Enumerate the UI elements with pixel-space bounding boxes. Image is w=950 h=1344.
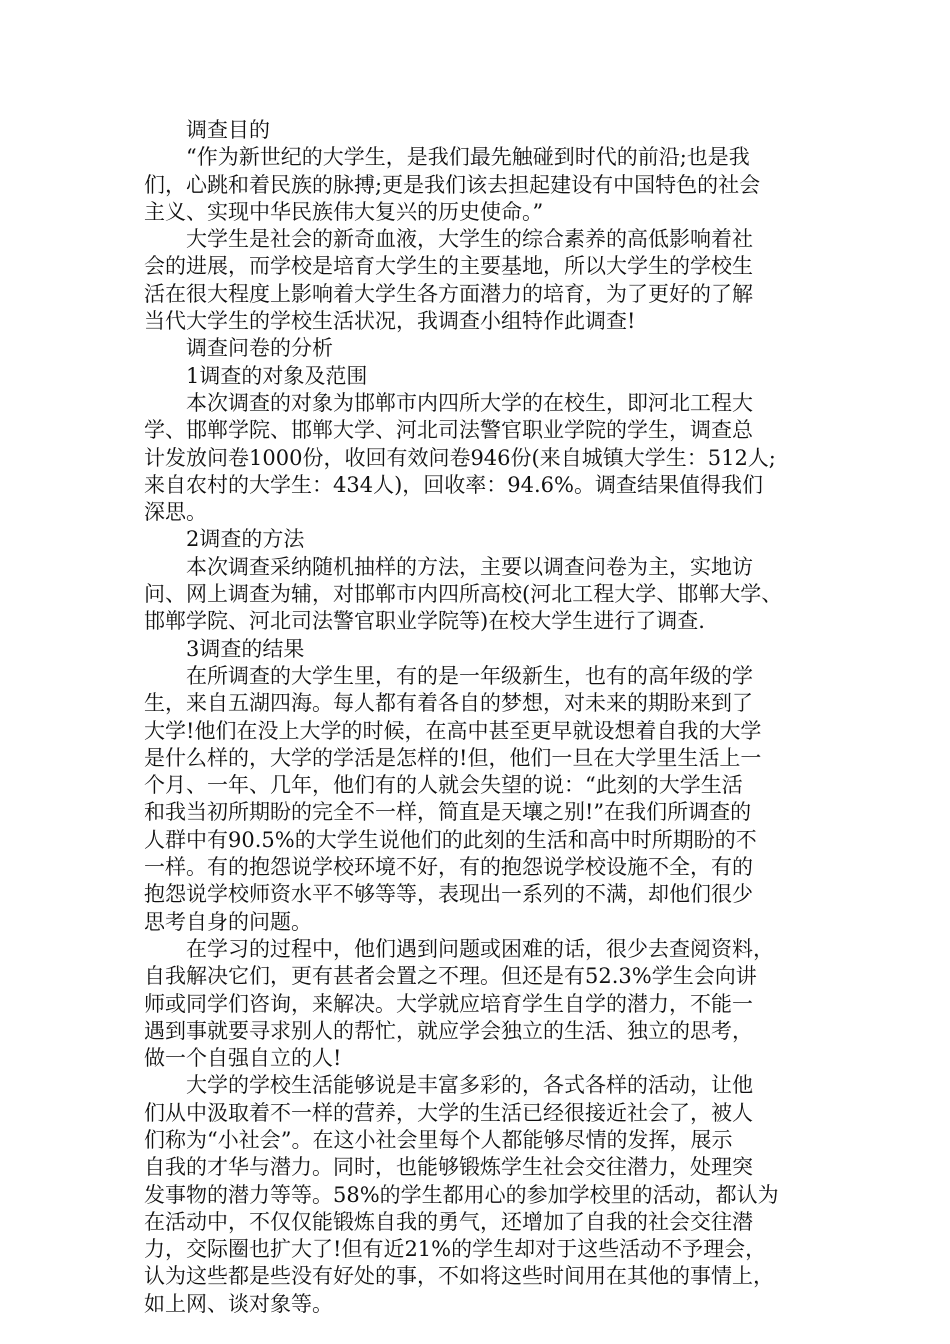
text-line: 自我的才华与潜力。同时，也能够锻炼学生社会交往潜力，处理突 (144, 1155, 753, 1180)
body-paragraph (144, 936, 826, 1072)
text-line: 师或同学们咨询，来解决。大学就应培育学生自学的潜力，不能一 (144, 991, 753, 1016)
text-line: 生，来自五湖四海。每人都有着各自的梦想，对未来的期盼来到了 (144, 691, 753, 716)
text-line: 抱怨说学校师资水平不够等等，表现出一系列的不满，却他们很少 (144, 882, 753, 907)
section-heading (144, 636, 826, 663)
text-line: 2调查的方法 (186, 527, 305, 552)
text-line: 们，心跳和着民族的脉搏;更是我们该去担起建设有中国特色的社会 (144, 172, 761, 197)
text-line: 人群中有90.5%的大学生说他们的此刻的生活和高中时所期盼的不 (144, 827, 757, 852)
text-line: 在学习的过程中，他们遇到问题或困难的话，很少去查阅资料， (186, 936, 774, 961)
text-line: 本次调查的对象为邯郸市内四所大学的在校生，即河北工程大 (186, 390, 753, 415)
text-line: 一样。有的抱怨说学校环境不好，有的抱怨说学校设施不全，有的 (144, 855, 753, 880)
text-line: 是什么样的，大学的学活是怎样的!但，他们一旦在大学里生活上一 (144, 745, 762, 770)
text-line: 在所调查的大学生里，有的是一年级新生，也有的高年级的学 (186, 663, 753, 688)
text-line: 大学的学校生活能够说是丰富多彩的，各式各样的活动，让他 (186, 1073, 753, 1098)
text-line: 思考自身的问题。 (144, 909, 312, 934)
text-line: 学、邯郸学院、邯郸大学、河北司法警官职业学院的学生，调查总 (144, 418, 753, 443)
text-line: 自我解决它们，更有甚者会置之不理。但还是有52.3%学生会向讲 (144, 964, 757, 989)
document-page (144, 117, 826, 1318)
text-line: “作为新世纪的大学生，是我们最先触碰到时代的前沿;也是我 (186, 145, 750, 170)
text-line: 当代大学生的学校生活状况，我调查小组特作此调查! (144, 309, 636, 334)
section-heading (144, 117, 826, 144)
text-line: 大学生是社会的新奇血液，大学生的综合素养的高低影响着社 (186, 227, 753, 252)
body-paragraph (144, 144, 826, 226)
text-line: 在活动中，不仅仅能锻炼自我的勇气，还增加了自我的社会交往潜 (144, 1209, 753, 1234)
text-line: 发事物的潜力等等。58%的学生都用心的参加学校里的活动，都认为 (144, 1182, 779, 1207)
text-line: 1调查的对象及范围 (186, 363, 368, 388)
text-line: 会的进展，而学校是培育大学生的主要基地，所以大学生的学校生 (144, 254, 753, 279)
text-line: 计发放问卷1000份，收回有效问卷946份(来自城镇大学生：512人; (144, 445, 776, 470)
text-line: 认为这些都是些没有好处的事，不如将这些时间用在其他的事情上， (144, 1264, 774, 1289)
text-line: 问、网上调查为辅，对邯郸市内四所高校(河北工程大学、邯郸大学、 (144, 582, 783, 607)
text-line: 们从中汲取着不一样的营养，大学的生活已经很接近社会了，被人 (144, 1100, 753, 1125)
body-paragraph (144, 663, 826, 936)
text-line: 活在很大程度上影响着大学生各方面潜力的培育，为了更好的了解 (144, 281, 753, 306)
body-paragraph (144, 1072, 826, 1318)
text-line: 遇到事就要寻求别人的帮忙，就应学会独立的生活、独立的思考， (144, 1018, 753, 1043)
text-line: 个月、一年、几年，他们有的人就会失望的说：“此刻的大学生活 (144, 773, 743, 798)
text-line: 和我当初所期盼的完全不一样，简直是天壤之别!”在我们所调查的 (144, 800, 752, 825)
body-paragraph (144, 390, 826, 526)
text-line: 来自农村的大学生：434人)，回收率：94.6%。调查结果值得我们 (144, 472, 763, 497)
text-line: 如上网、谈对象等。 (144, 1291, 333, 1316)
body-paragraph (144, 554, 826, 636)
text-line: 邯郸学院、河北司法警官职业学院等)在校大学生进行了调查. (144, 609, 705, 634)
text-line: 3调查的结果 (186, 636, 305, 661)
text-line: 力，交际圈也扩大了!但有近21%的学生却对于这些活动不予理会， (144, 1237, 767, 1262)
section-heading (144, 363, 826, 390)
text-line: 调查目的 (186, 118, 270, 142)
section-heading (144, 335, 826, 362)
text-line: 调查问卷的分析 (186, 336, 333, 361)
body-paragraph (144, 226, 826, 335)
text-line: 本次调查采纳随机抽样的方法，主要以调查问卷为主，实地访 (186, 554, 753, 579)
text-line: 做一个自强自立的人! (144, 1046, 342, 1071)
text-line: 深思。 (144, 500, 207, 525)
section-heading (144, 526, 826, 553)
text-line: 们称为“小社会”。在这小社会里每个人都能够尽情的发挥，展示 (144, 1127, 733, 1152)
text-line: 大学!他们在没上大学的时候，在高中甚至更早就设想着自我的大学 (144, 718, 762, 743)
text-line: 主义、实现中华民族伟大复兴的历史使命。” (144, 199, 544, 224)
